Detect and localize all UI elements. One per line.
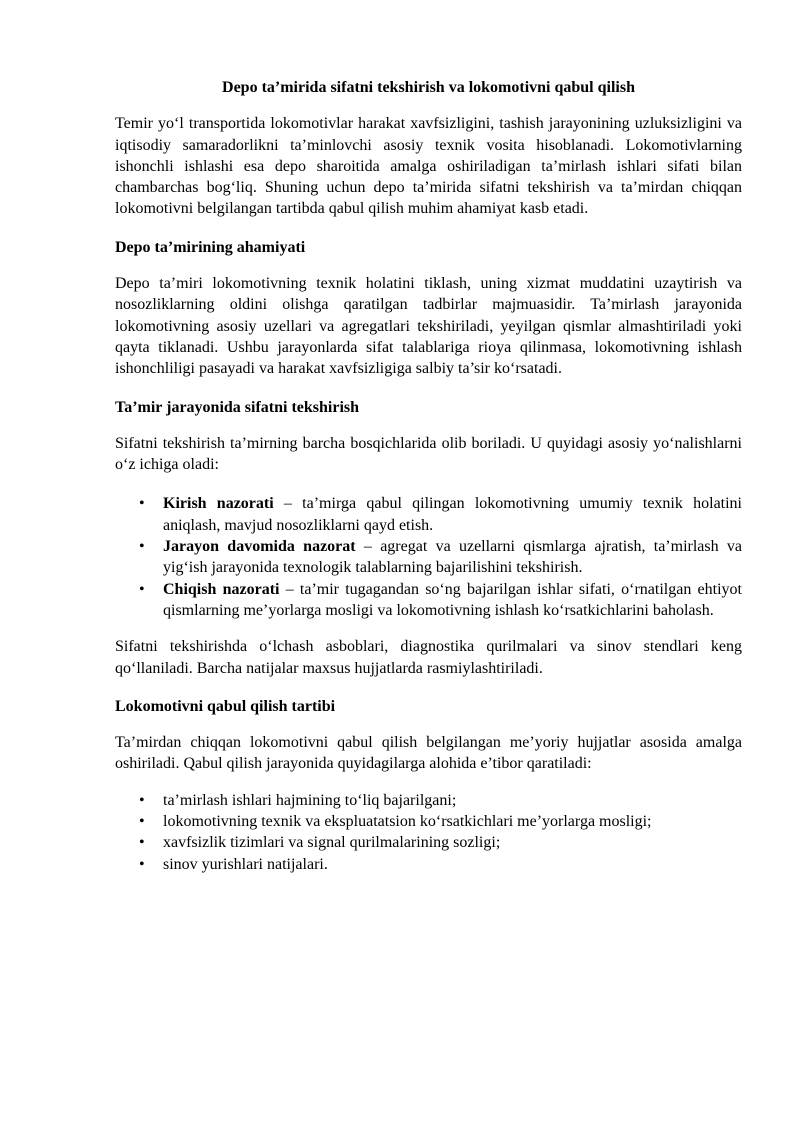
list-item bbox=[139, 854, 742, 875]
list-item-text: lokomotivning texnik va ekspluatatsion ko‘rsatkichlari me’yorlarga mosligi; bbox=[163, 813, 652, 831]
list-item bbox=[139, 536, 743, 579]
list-item-term: Jarayon davomida nazorat bbox=[163, 538, 356, 556]
list-item bbox=[139, 811, 742, 832]
bullet-icon: • bbox=[139, 495, 145, 513]
document-title: Depo ta’mirida sifatni tekshirish va lokomotivni qabul qilish bbox=[222, 79, 635, 96]
section-heading-importance: Depo ta’mirining ahamiyati bbox=[115, 238, 306, 256]
list-item bbox=[139, 579, 742, 622]
acceptance-paragraph: Ta’mirdan chiqqan lokomotivni qabul qilish belgilangan me’yoriy hujjatlar asosida amalga oshiriladi. Qabul qilish jarayonida quyidagilarga alohida e’tibor qaratiladi: bbox=[115, 734, 742, 773]
bullet-icon: • bbox=[139, 813, 145, 831]
acceptance-list bbox=[115, 790, 742, 875]
importance-paragraph: Depo ta’miri lokomotivning texnik holatini tiklash, uning xizmat muddatini uzaytirish va nosozliklarning oldini olishga qaratilgan tadbirlar majmuasidir. Ta’mirlash jarayonida lokomotivning asosiy uzellari va agregatlari tekshiriladi, yeyilgan qismlar almashtiriladi yoki qayta tiklanadi. Ushbu jarayonlarda sifat talablariga rioya qilinmasa, lokomotivning ishlash ishonchliligi pasayadi va harakat xavfsizligiga salbiy ta’sir ko‘rsatadi. bbox=[115, 275, 742, 378]
tools-paragraph: Sifatni tekshirishda o‘lchash asboblari, diagnostika qurilmalari va sinov stendlari keng qo‘llaniladi. Barcha natijalar maxsus hujjatlarda rasmiylashtiriladi. bbox=[115, 638, 742, 677]
intro-paragraph: Temir yo‘l transportida lokomotivlar harakat xavfsizligini, tashish jarayonining uzluksizligini va iqtisodiy samaradorlikni ta’minlovchi asosiy texnik vosita hisoblanadi. Lokomotivlarning ishonchli ishlashi esa depo sharoitida amalga oshiriladigan ta’mirlash ishlari sifati bilan chambarchas bog‘liq. Shuning uchun depo ta’mirida sifatni tekshirish va ta’mirdan chiqqan lokomotivni belgilangan tartibda qabul qilish muhim ahamiyat kasb etadi. bbox=[115, 115, 742, 218]
list-item-term: Kirish nazorati bbox=[163, 495, 274, 513]
control-list bbox=[115, 493, 742, 621]
list-item-text: sinov yurishlari natijalari. bbox=[163, 855, 328, 873]
list-item bbox=[139, 832, 742, 853]
document-page bbox=[115, 0, 742, 875]
list-item bbox=[139, 493, 743, 536]
list-item-text: xavfsizlik tizimlari va signal qurilmalarining sozligi; bbox=[163, 834, 501, 852]
bullet-icon: • bbox=[139, 791, 145, 809]
bullet-icon: • bbox=[139, 834, 145, 852]
list-item-text: – ta’mir tugagandan so‘ng bajarilgan ishlar sifati, o‘rnatilgan ehtiyot qismlarning me’yorlarga mosligi va lokomotivning ishlash ko‘rsatkichlarini baholash. bbox=[163, 580, 742, 619]
list-item-text: – ta’mirga qabul qilingan lokomotivning umumiy texnik holatini aniqlash, mavjud nosozliklarni qayd etish. bbox=[163, 495, 743, 534]
section-heading-quality-check: Ta’mir jarayonida sifatni tekshirish bbox=[115, 398, 360, 416]
list-item bbox=[139, 790, 742, 811]
list-item-text: – agregat va uzellarni qismlarga ajratish, ta’mirlash va yig‘ish jarayonida texnologik talablarning bajarilishini tekshirish. bbox=[163, 538, 743, 577]
quality-check-paragraph: Sifatni tekshirish ta’mirning barcha bosqichlarida olib boriladi. U quyidagi asosiy yo‘nalishlarni o‘z ichiga oladi: bbox=[115, 434, 742, 474]
list-item-term: Chiqish nazorati bbox=[163, 580, 280, 598]
section-heading-acceptance: Lokomotivni qabul qilish tartibi bbox=[115, 697, 336, 715]
bullet-icon: • bbox=[139, 580, 145, 598]
bullet-icon: • bbox=[139, 855, 145, 873]
bullet-icon: • bbox=[139, 538, 145, 556]
list-item-text: ta’mirlash ishlari hajmining to‘liq bajarilgani; bbox=[163, 791, 457, 809]
